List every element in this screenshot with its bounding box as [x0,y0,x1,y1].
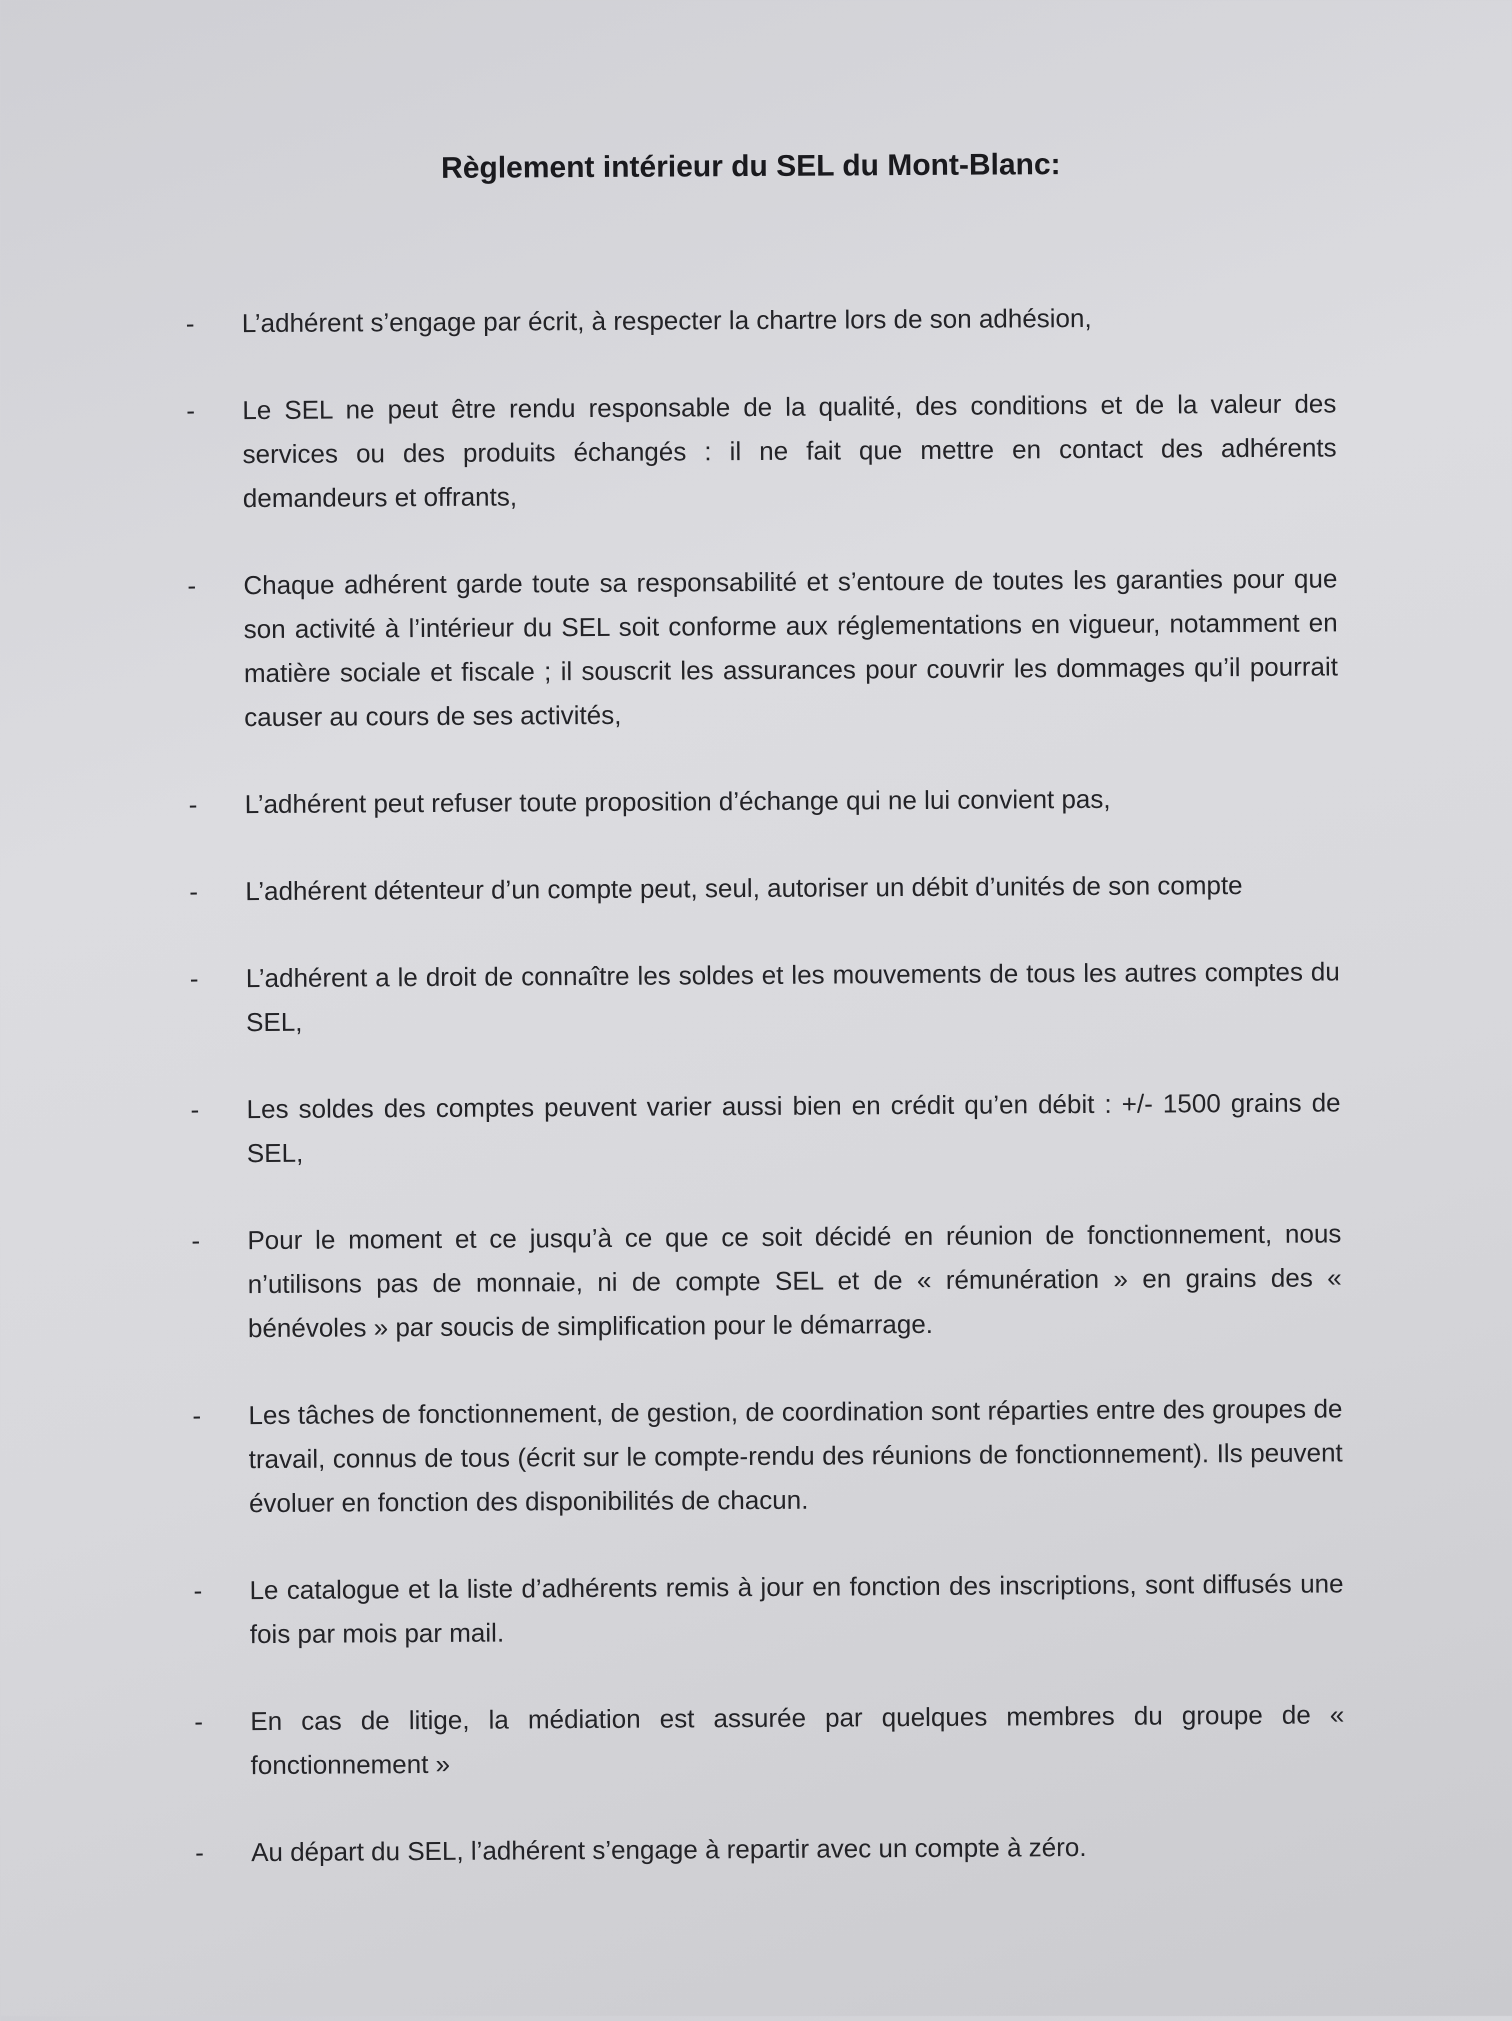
rule-item [190,949,1341,1044]
rule-item [190,1080,1341,1175]
bullet-dash: - [189,876,199,907]
rule-item [194,1692,1345,1787]
rule-text: Le catalogue et la liste d’adhérents remis à jour en fonction des inscriptions, sont diffusés une fois par mois par mail. [249,1568,1344,1650]
rule-item [191,1211,1342,1350]
bullet-dash: - [194,1706,204,1737]
bullet-dash: - [192,1400,202,1431]
rule-text: Les soldes des comptes peuvent varier aussi bien en crédit qu’en débit : +/- 1500 grains de SEL, [246,1087,1341,1169]
bullet-dash: - [190,1094,200,1125]
rule-text: Au départ du SEL, l’adhérent s’engage à repartir avec un compte à zéro. [251,1831,1087,1868]
bullet-dash: - [186,395,196,426]
rule-item [186,294,1336,345]
rule-item [189,862,1339,913]
bullet-dash: - [191,1225,201,1256]
bullet-dash: - [188,789,198,820]
rule-item [192,1386,1343,1525]
bullet-dash: - [187,570,197,601]
rules-list [186,294,1346,1917]
rule-text: Le SEL ne peut être rendu responsable de la qualité, des conditions et de la valeur des services ou des produits échangés : il ne fait que mettre en contact des adhérents demandeurs et offrants, [242,388,1337,514]
rule-item [189,775,1339,826]
rule-text: L’adhérent peut refuser toute proposition d’échange qui ne lui convient pas, [244,783,1111,820]
rule-item [187,556,1338,739]
rule-item [195,1823,1345,1874]
rule-text: L’adhérent s’engage par écrit, à respecter la chartre lors de son adhésion, [241,302,1092,339]
rule-text: Chaque adhérent garde toute sa responsabilité et s’entoure de toutes les garanties pour que son activité à l’intérieur du SEL soit conforme aux réglementations en vigueur, notamment en matière sociale et fiscale ; il souscrit les assurances pour couvrir les dommages qu’il pourrait causer au cours de ses activités, [243,563,1339,733]
document-title: Règlement intérieur du SEL du Mont-Blanc: [441,148,1061,185]
rule-text: L’adhérent a le droit de connaître les soldes et les mouvements de tous les autres comptes du SEL, [245,956,1340,1038]
rule-item [193,1561,1344,1656]
bullet-dash: - [185,308,195,339]
bullet-dash: - [193,1575,203,1606]
bullet-dash: - [189,963,199,994]
rule-text: L’adhérent détenteur d’un compte peut, seul, autoriser un débit d’unités de son compte [245,870,1243,907]
rule-text: Les tâches de fonctionnement, de gestion, de coordination sont réparties entre des groupes de travail, connus de tous (écrit sur le compte-rendu des réunions de fonctionnement). Ils peuvent évoluer en fonction des disponibilités de chacun. [248,1393,1343,1519]
rule-item [186,381,1337,520]
rule-text: En cas de litige, la médiation est assurée par quelques membres du groupe de « fonctionnement » [250,1699,1345,1781]
bullet-dash: - [195,1837,204,1868]
rule-text: Pour le moment et ce jusqu’à ce que ce soit décidé en réunion de fonctionnement, nous n’utilisons pas de monnaie, ni de compte SEL et de « rémunération » en grains des « bénévoles » par soucis de simplification pour le démarrage. [247,1218,1342,1344]
